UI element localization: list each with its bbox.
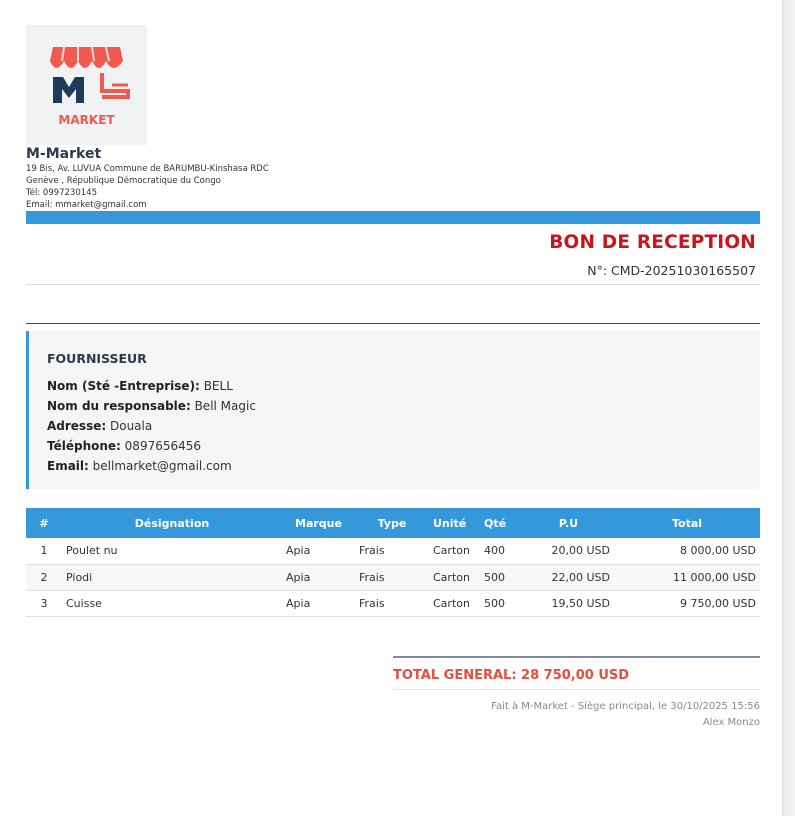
company-address-line2: Genève , République Démocratique du Congo [26,176,221,186]
company-logo [26,25,147,145]
supplier-email-label: Email: [47,459,89,473]
table-cell: 19,50 USD [551,596,610,610]
company-name: M-Market [26,146,102,162]
table-cell: 2 [40,570,48,584]
table-cell: Carton [433,570,470,584]
table-cell: Apia [286,596,311,610]
page-edge-shadow [782,0,795,816]
supplier-title: FOURNISSEUR [47,351,147,366]
supplier-name-label: Nom (Sté -Entreprise): [47,379,200,393]
supplier-address-label: Adresse: [47,419,107,433]
divider [26,323,760,324]
company-phone: Tél: 0997230145 [26,188,97,198]
supplier-manager-label: Nom du responsable: [47,399,191,413]
table-cell: 20,00 USD [551,544,610,558]
divider [393,656,760,658]
column-header: # [39,516,49,530]
table-cell: 400 [484,544,505,558]
table-cell: Cuisse [66,596,102,610]
column-header: Unité [433,516,467,530]
table-cell: 500 [484,570,505,584]
table-row [26,538,760,564]
footer-author: Alex Monzo [702,717,760,728]
supplier-phone-row [47,439,201,453]
table-cell: Piodi [66,570,93,584]
table-cell: 3 [40,596,48,610]
supplier-email-row [47,459,232,473]
table-row [26,590,760,616]
column-header: Total [671,516,703,530]
column-header: Marque [295,516,342,530]
table-cell: Carton [433,544,470,558]
divider [393,689,760,690]
market-store-icon [26,25,147,145]
table-cell: 22,00 USD [551,570,610,584]
supplier-phone-value: 0897656456 [124,439,202,453]
svg-text:MARKET: MARKET [58,113,115,127]
total-general: TOTAL GENERAL: 28 750,00 USD [393,668,630,683]
supplier-name-row [47,379,233,393]
table-cell: 11 000,00 USD [673,570,756,584]
supplier-address-value: Douala [109,419,153,433]
table-cell: Apia [286,544,311,558]
supplier-phone-label: Téléphone: [47,439,121,453]
supplier-manager-row [47,399,256,413]
table-cell: 9 750,00 USD [680,596,756,610]
table-cell: Frais [359,544,385,558]
supplier-panel [26,331,760,489]
table-cell: Poulet nu [66,544,118,558]
header-accent-bar [26,211,760,224]
column-header: Type [377,516,407,530]
items-table [26,508,760,617]
supplier-email-value: bellmarket@gmail.com [92,459,232,473]
supplier-manager-value: Bell Magic [194,399,256,413]
supplier-name-value: BELL [203,379,233,393]
column-header: Désignation [134,516,210,530]
table-cell: Frais [359,596,385,610]
table-cell: 500 [484,596,505,610]
divider [26,284,760,285]
table-cell: Apia [286,570,311,584]
document-title: BON DE RECEPTION [549,232,756,253]
table-cell: Frais [359,570,385,584]
table-header-row [26,508,760,538]
company-address-line1: 19 Bis, Av. LUVUA Commune de BARUMBU-Kinshasa RDC [26,164,269,174]
footer-made-at: Fait à M-Market - Siège principal, le 30/10/2025 15:56 [491,701,760,712]
document-number: N°: CMD-20251030165507 [587,263,756,278]
column-header: Qté [484,516,507,530]
table-cell: 1 [40,544,48,558]
table-cell: 8 000,00 USD [680,544,756,558]
table-row [26,564,760,590]
column-header: P.U [558,516,579,530]
table-cell: Carton [433,596,470,610]
company-email: Email: mmarket@gmail.com [26,200,147,210]
supplier-address-row [47,419,152,433]
